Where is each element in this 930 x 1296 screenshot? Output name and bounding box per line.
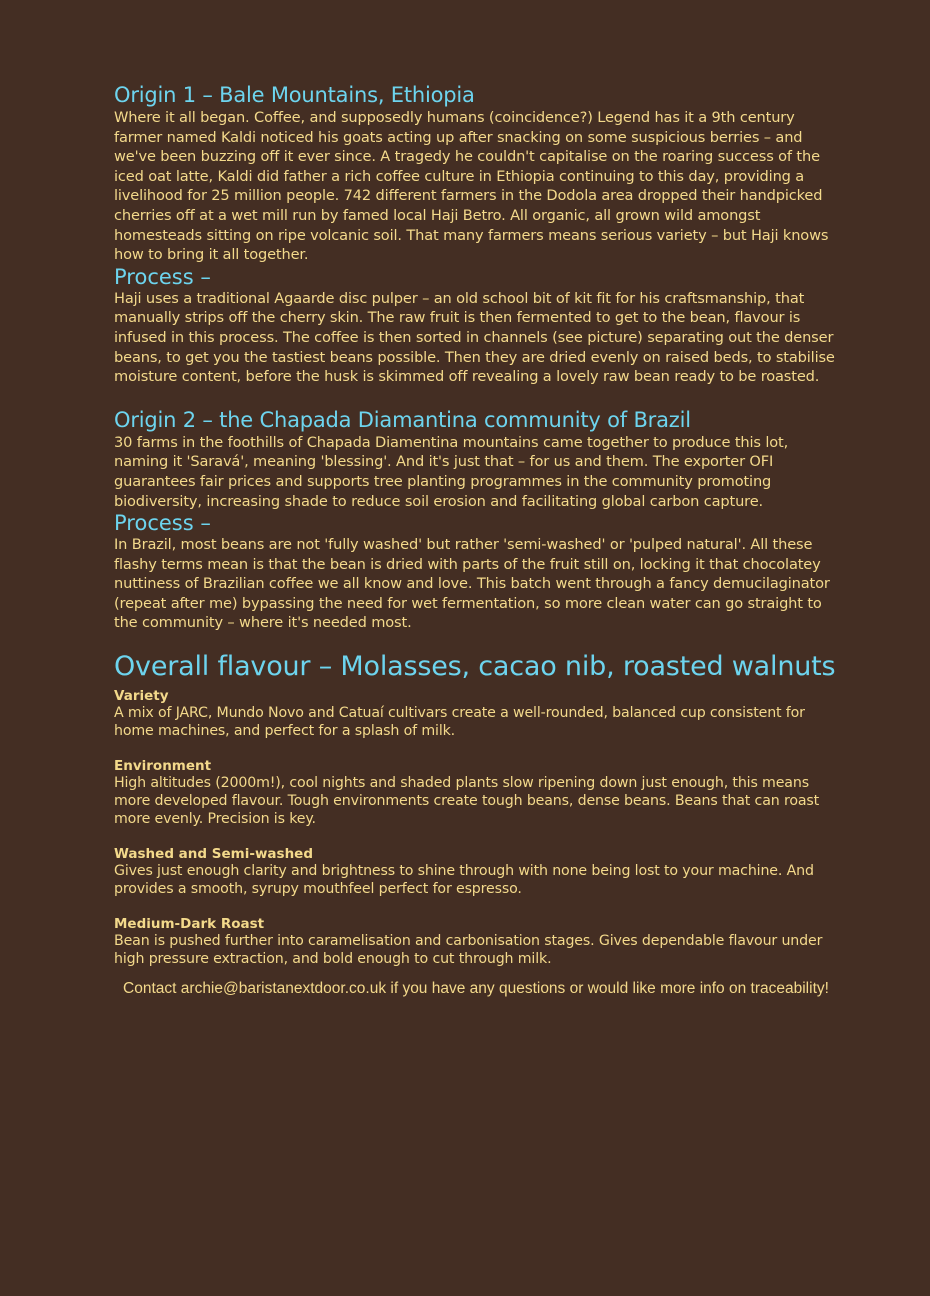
contact-note bbox=[114, 978, 838, 999]
overall-flavour-section bbox=[114, 651, 838, 968]
origin-2-description: 30 farms in the foothills of Chapada Diamentina mountains came together to produce this lot, naming it 'Saravá', meaning 'blessing'. And it's just that – for us and them. The exporter OFI guarantees fair prices and supports tree planting programmes in the community promoting biodiversity, increasing shade to reduce soil erosion and facilitating global carbon capture. bbox=[114, 433, 789, 510]
attribute-title: Environment bbox=[114, 758, 212, 775]
contact-email-link[interactable]: archie@baristanextdoor.co.uk bbox=[180, 980, 387, 998]
attribute-title: Medium-Dark Roast bbox=[114, 916, 265, 933]
attribute-environment bbox=[114, 758, 838, 828]
section-spacer bbox=[114, 387, 838, 407]
attribute-text: A mix of JARC, Mundo Novo and Catuaí cultivars create a well-rounded, balanced cup consistent for home machines, and perfect for a splash of milk. bbox=[114, 705, 805, 740]
origin-2-heading: Origin 2 – the Chapada Diamantina community of Brazil bbox=[114, 407, 691, 432]
origin-1-heading: Origin 1 – Bale Mountains, Ethiopia bbox=[114, 83, 475, 107]
overall-flavour-heading: Overall flavour – Molasses, cacao nib, roasted walnuts bbox=[114, 651, 836, 683]
origin-2-process-text: In Brazil, most beans are not 'fully washed' but rather 'semi-washed' or 'pulped natural'. All these flashy terms mean is that the bean is dried with parts of the fruit still on, locking it that chocolatey nuttiness of Brazilian coffee we all know and love. This batch went through a fancy demucilaginator (repeat after me) bypassing the need for wet fermentation, so more clean water can go straight to the community – where it's needed most. bbox=[114, 536, 830, 632]
attribute-title: Variety bbox=[114, 688, 169, 705]
origin-1-process-text: Haji uses a traditional Agaarde disc pulper – an old school bit of kit fit for his craftsmanship, that manually strips off the cherry skin. The raw fruit is then fermented to get to the bean, flavour is infused in this process. The coffee is then sorted in channels (see picture) separating out the denser beans, to get you the tastiest beans possible. Then they are dried evenly on raised beds, to stabilise moisture content, before the husk is skimmed off revealing a lovely raw bean ready to be roasted. bbox=[114, 289, 835, 386]
attribute-roast bbox=[114, 916, 838, 968]
attribute-variety bbox=[114, 688, 838, 740]
attribute-text: High altitudes (2000m!), cool nights and shaded plants slow ripening down just enough, this means more developed flavour. Tough environments create tough beans, dense beans. Beans that can roast more evenly. Precision is key. bbox=[114, 775, 820, 828]
contact-suffix: if you have any questions or would like more info on traceability! bbox=[386, 980, 829, 998]
attribute-text: Gives just enough clarity and brightness to shine through with none being lost to your machine. And provides a smooth, syrupy mouthfeel perfect for espresso. bbox=[114, 863, 814, 898]
origin-1-process-heading: Process – bbox=[114, 264, 211, 289]
contact-prefix: Contact bbox=[123, 980, 181, 998]
attribute-title: Washed and Semi-washed bbox=[114, 846, 313, 863]
attribute-text: Bean is pushed further into caramelisation and carbonisation stages. Gives dependable flavour under high pressure extraction, and bold enough to cut through milk. bbox=[114, 933, 823, 968]
coffee-info-document bbox=[114, 82, 838, 999]
origin-2-section bbox=[114, 407, 838, 633]
section-spacer bbox=[114, 633, 838, 651]
origin-1-description: Where it all began. Coffee, and supposedly humans (coincidence?) Legend has it a 9th century farmer named Kaldi noticed his goats acting up after snacking on some suspicious berries – and we've been buzzing off it ever since. A tragedy he couldn't capitalise on the roaring success of the iced oat latte, Kaldi did father a rich coffee culture in Ethiopia continuing to this day, providing a livelihood for 25 million people. 742 different farmers in the Dodola area dropped their handpicked cherries off at a wet mill run by famed local Haji Betro. All organic, all grown wild amongst homesteads sitting on ripe volcanic soil. That many farmers means serious variety – but Haji knows how to bring it all together. bbox=[114, 109, 829, 264]
origin-1-section bbox=[114, 82, 838, 387]
attribute-washed bbox=[114, 846, 838, 898]
origin-2-process-heading: Process – bbox=[114, 511, 211, 536]
